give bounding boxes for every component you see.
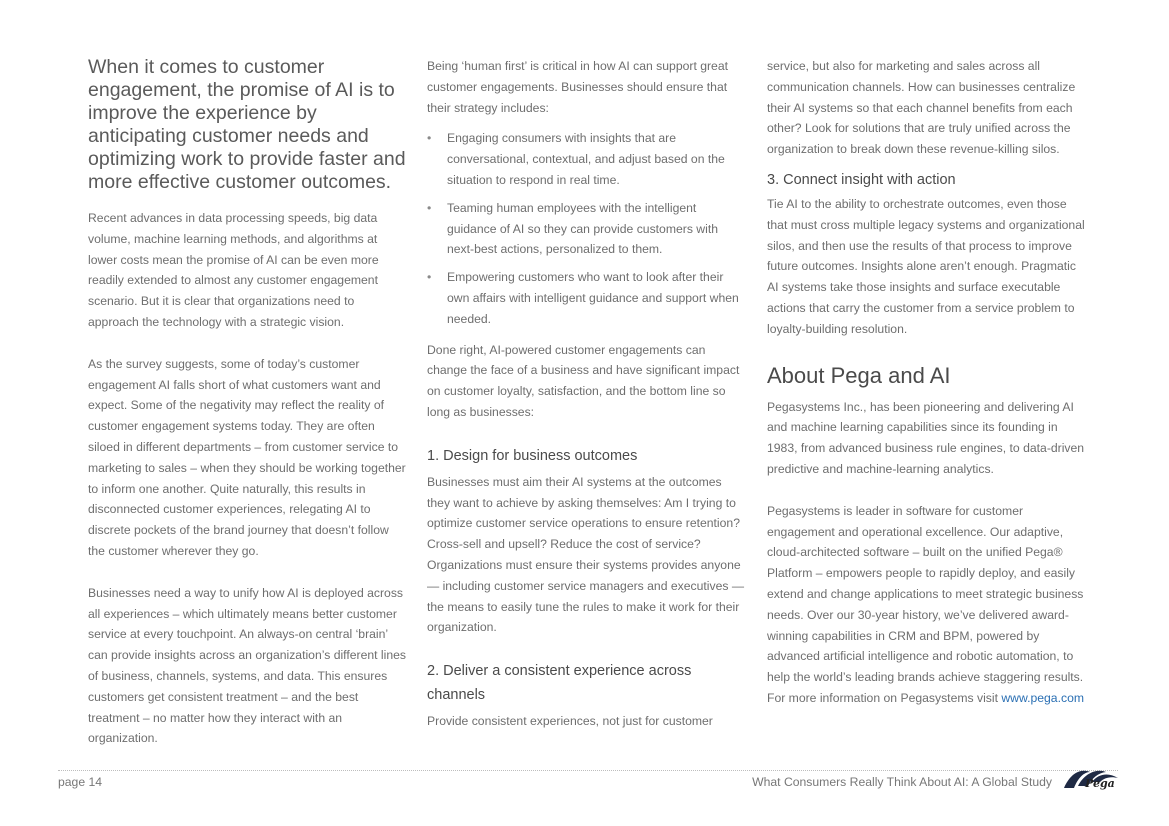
list-item: [427, 198, 745, 260]
bullet-icon: •: [427, 270, 432, 285]
list-item: [427, 267, 745, 329]
body-paragraph: As the survey suggests, some of today’s customer engagement AI falls short of what customers want and expect. Some of the negativity may reflect the reality of customer engagement systems today. They are often siloed in different departments – from customer service to marketing to sales – when they should be working together to inform one another. Quite naturally, this results in disconnected customer experiences, relegating AI to discrete pockets of the brand journey that doesn’t follow the customer wherever they go.: [88, 356, 406, 558]
list-item-text: Empowering customers who want to look after their own affairs with intelligent guidance and support when needed.: [447, 270, 739, 326]
bullet-icon: •: [427, 131, 432, 146]
pega-website-link[interactable]: www.pega.com: [1001, 690, 1084, 705]
body-paragraph: Tie AI to the ability to orchestrate outcomes, even those that must cross multiple legacy systems and organizational silos, and then use the results of that process to improve future outcomes. Insights alone aren’t enough. Pragmatic AI systems take those insights and surface executable actions that carry the customer from a service problem to loyalty-building resolution.: [767, 196, 1085, 336]
column-3: [767, 56, 1085, 709]
about-text: Pegasystems is leader in software for customer engagement and operational excellence. Our adaptive, cloud-architected software – built on the unified Pega® Platform – empowers people to rapidly deploy, and easily extend and change applications to meet strategic business needs. Over our 30-year history, we’ve delivered award-winning capabilities in CRM and BPM, powered by advanced artificial intelligence and robotic automation, to help the world’s leading brands achieve staggering results. For more information on Pegasystems visit: [767, 503, 1084, 705]
body-paragraph: Recent advances in data processing speeds, big data volume, machine learning methods, and algorithms at lower costs mean the promise of AI can be even more readily extended to almost any customer engagement scenario. But it is clear that organizations need to approach the technology with a strategic vision.: [88, 211, 379, 329]
list-item-text: Engaging consumers with insights that are conversational, contextual, and adjust based on the situation to respond in real time.: [447, 131, 725, 187]
section-heading-design: 1. Design for business outcomes: [427, 447, 638, 464]
body-paragraph: service, but also for marketing and sales across all communication channels. How can businesses centralize their AI systems so that each channel benefits from each other? Look for solutions that are truly unified across the organization to break down these revenue-killing silos.: [767, 59, 1076, 157]
section-heading-connect: 3. Connect insight with action: [767, 171, 956, 188]
body-paragraph: Businesses must aim their AI systems at the outcomes they want to achieve by asking themselves: Am I trying to optimize customer service operations to ensure retention? Cross-sell and upsell? Reduce the cost of service? Organizations must ensure their systems provides anyone — including customer service managers and executives — the means to easily tune the rules to make it work for their organization.: [427, 474, 745, 635]
bullet-icon: •: [427, 200, 432, 215]
body-paragraph: [767, 501, 1085, 709]
page-number: page 14: [58, 775, 103, 789]
lead-paragraph: When it comes to customer engagement, the promise of AI is to improve the experience by anticipating customer needs and optimizing work to provide faster and more effective customer outcomes.: [88, 56, 406, 193]
body-paragraph: Done right, AI-powered customer engagements can change the face of a business and have significant impact on customer loyalty, satisfaction, and the bottom line so long as businesses:: [427, 342, 740, 419]
body-paragraph: Businesses need a way to unify how AI is deployed across all experiences – which ultimately means better customer service at every touchpoint. An always-on central ‘brain’ can provide insights across an organization’s different lines of business, channels, systems, and data. This ensures customers get consistent treatment – and the best treatment – no matter how they interact with an organization.: [88, 585, 406, 746]
body-paragraph: Pegasystems Inc., has been pioneering and delivering AI and machine learning capabilities since its founding in 1983, from advanced business rule engines, to data-driven predictive and machine-learning analytics.: [767, 399, 1085, 476]
about-heading: About Pega and AI: [767, 362, 951, 388]
body-paragraph: Provide consistent experiences, not just for customer: [427, 714, 713, 729]
document-title: What Consumers Really Think About AI: A Global Study: [752, 775, 1052, 789]
strategy-bullet-list: [427, 128, 745, 329]
section-heading-deliver: 2. Deliver a consistent experience across channels: [427, 663, 692, 704]
body-paragraph: Being ‘human first’ is critical in how AI can support great customer engagements. Businesses should ensure that their strategy includes:: [427, 59, 728, 115]
footer-divider: [58, 770, 1118, 771]
column-1: [88, 56, 406, 749]
list-item: [427, 128, 745, 190]
list-item-text: Teaming human employees with the intelligent guidance of AI so they can provide customers with next-best actions, personalized to them.: [447, 200, 718, 257]
logo-wordmark: Pega: [1085, 777, 1115, 790]
column-2: [427, 56, 745, 732]
